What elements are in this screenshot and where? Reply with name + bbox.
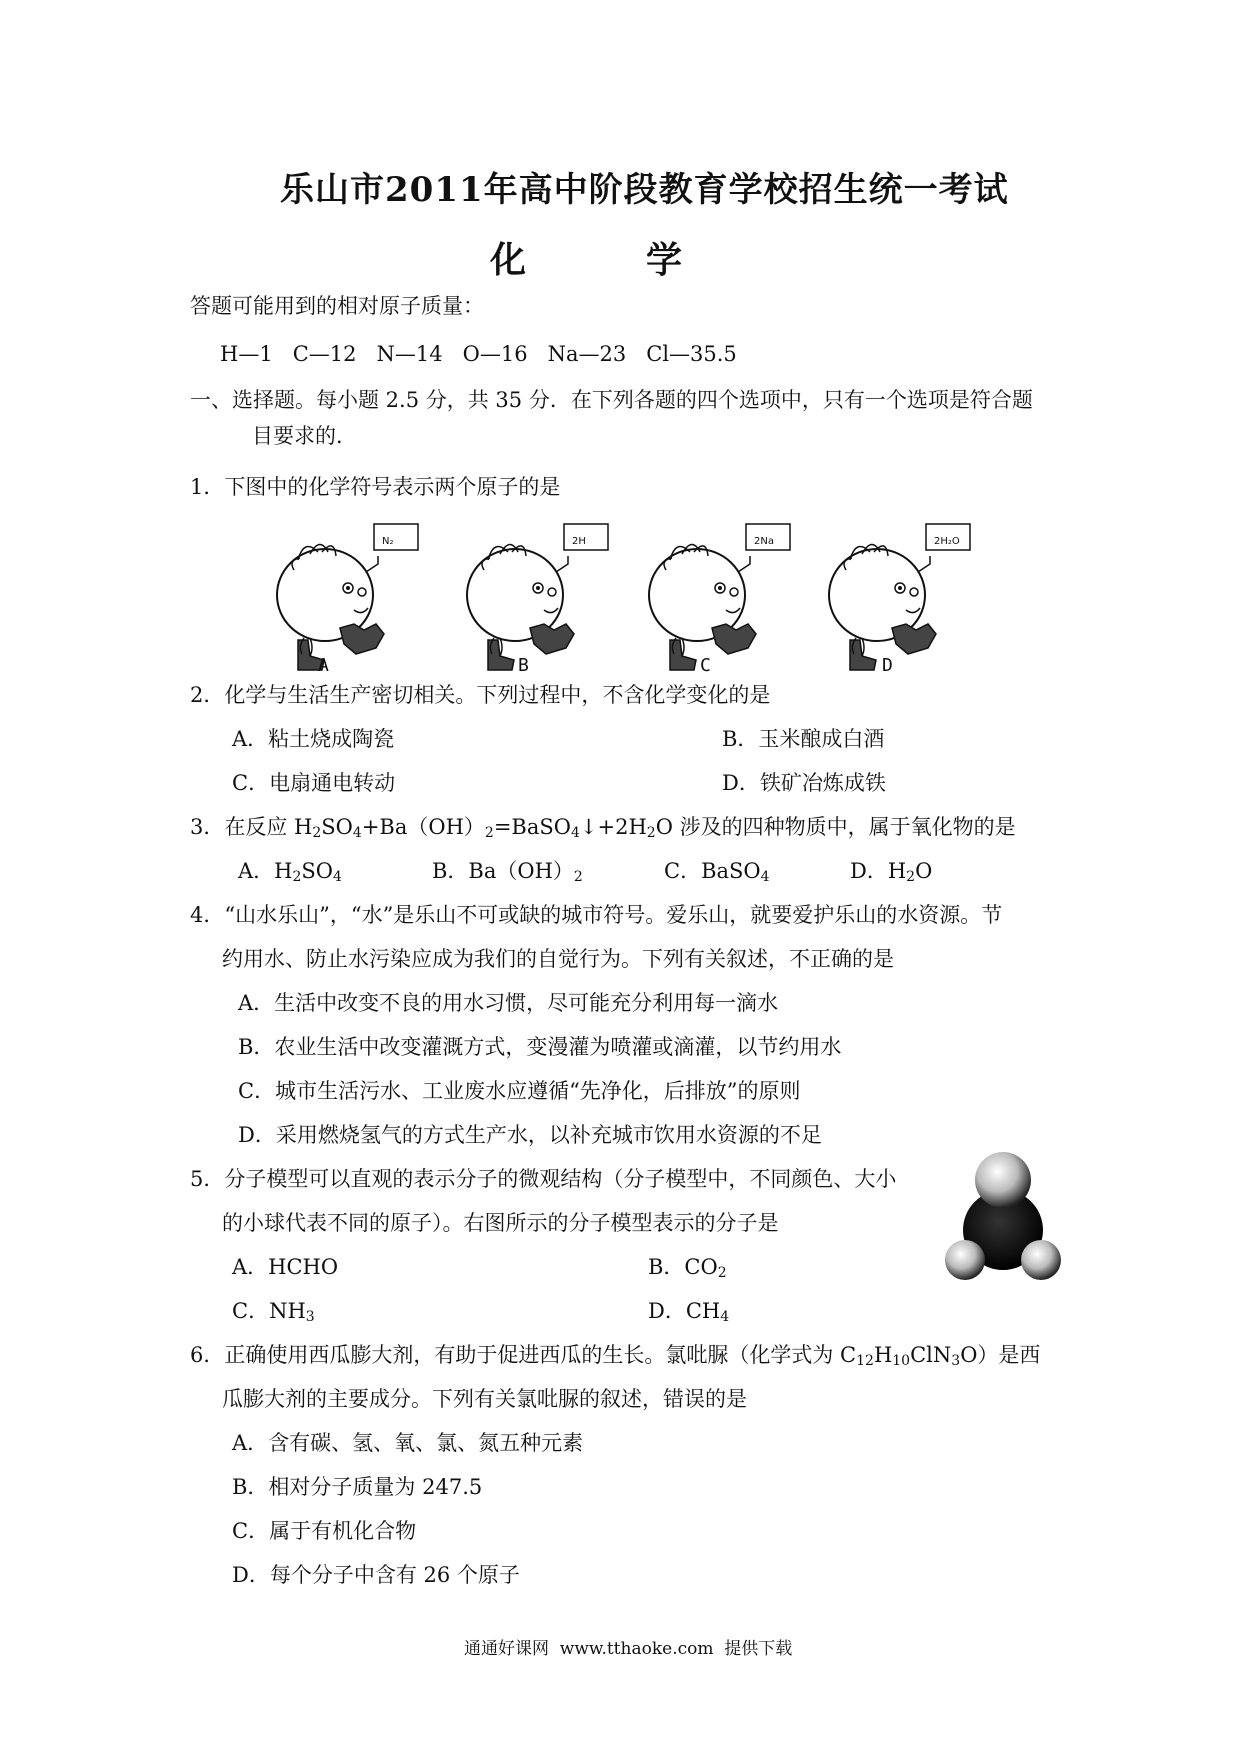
atomic-mass-values: H—1 C—12 N—14 O—16 Na—23 Cl—35.5 (220, 342, 737, 366)
question-5-stem-line2: 的小球代表不同的原子）。右图所示的分子模型表示的分子是 (222, 1211, 779, 1235)
q2-option-c: C．电扇通电转动 (232, 771, 396, 795)
bubble-text-b: 2H (572, 536, 586, 547)
question-4-stem-line2: 约用水、防止水污染应成为我们的自觉行为。下列有关叙述，不正确的是 (222, 947, 894, 971)
figure-label-b: B (518, 655, 529, 676)
q5-option-c: C．$NH_3$ (232, 1299, 315, 1325)
question-4-stem-line1: 4．“山水乐山”，“水”是乐山不可或缺的城市符号。爱乐山，就要爱护乐山的水资源。节 (190, 903, 1003, 927)
q4-option-c: C．城市生活污水、工业废水应遵循“先净化，后排放”的原则 (238, 1079, 801, 1103)
q2-option-d: D．铁矿冶炼成铁 (722, 771, 886, 795)
bubble-text-a: N₂ (382, 536, 394, 547)
q5-option-b: B．$CO_2$ (648, 1255, 727, 1281)
q4-option-d: D．采用燃烧氢气的方式生产水，以补充城市饮用水资源的不足 (238, 1123, 822, 1147)
footer-source-text: 通通好课网 www.tthaoke.com 提供下载 (464, 1639, 793, 1659)
section-instruction-line2: 目要求的． (252, 424, 357, 448)
bubble-text-c: 2Na (754, 536, 774, 547)
q6-option-a: A．含有碳、氢、氧、氯、氮五种元素 (232, 1431, 584, 1455)
q2-option-a: A．粘土烧成陶瓷 (232, 727, 395, 751)
q5-option-a: A．HCHO (232, 1255, 339, 1279)
molecule-model-image (945, 1150, 1065, 1290)
question-6-stem-line2: 瓜膨大剂的主要成分。下列有关氯吡脲的叙述，错误的是 (222, 1387, 747, 1411)
figure-label-c: C (700, 655, 711, 676)
q3-option-b: B．$Ba(OH)_2$ (432, 859, 583, 885)
q6-option-b: B．相对分子质量为 247.5 (232, 1475, 483, 1499)
q2-option-b: B．玉米酿成白酒 (722, 727, 885, 751)
q4-option-b: B．农业生活中改变灌溉方式，变漫灌为喷灌或滴灌，以节约用水 (238, 1035, 842, 1059)
atomic-mass-label: 答题可能用到的相对原子质量： (190, 294, 484, 318)
q3-option-d: D．$H_2O$ (850, 859, 933, 885)
question-1-stem: 1．下图中的化学符号表示两个原子的是 (190, 475, 561, 499)
figure-label-d: D (882, 655, 893, 676)
bubble-text-d: 2H₂O (934, 536, 960, 547)
figure-label-a: A (318, 655, 329, 676)
q5-option-d: D．$CH_4$ (648, 1299, 730, 1325)
subject-heading (490, 232, 682, 283)
cartoon-a (277, 524, 418, 670)
subject-char-1: 化 (490, 239, 527, 281)
cartoon-b (467, 524, 608, 670)
question-6-stem-line1: 6．正确使用西瓜膨大剂，有助于促进西瓜的生长。氯吡脲（化学式为 $C_{12}H_{10}ClN_3O$）是西 (190, 1343, 1041, 1369)
q3-option-a: A．$H_2SO_4$ (238, 859, 342, 885)
q6-option-c: C．属于有机化合物 (232, 1519, 417, 1543)
question-2-stem: 2．化学与生活生产密切相关。下列过程中，不含化学变化的是 (190, 683, 771, 707)
section-instruction-line1: 一、选择题。每小题 2.5 分，共 35 分．在下列各题的四个选项中，只有一个选项是符合题 (190, 388, 1033, 412)
question-3-stem: 3．在反应 $H_2SO_4+Ba(OH)_2=BaSO_4↓+2H_2O$ 涉及的四种物质中，属于氧化物的是 (190, 815, 1016, 841)
q6-option-d: D．每个分子中含有 26 个原子 (232, 1563, 520, 1587)
q4-option-a: A．生活中改变不良的用水习惯，尽可能充分利用每一滴水 (238, 991, 779, 1015)
q3-option-c: C．BaSO$_4$ (664, 859, 770, 885)
subject-char-2: 学 (646, 239, 683, 281)
exam-title: 乐山市2011年高中阶段教育学校招生统一考试 (280, 170, 1009, 210)
question-5-stem-line1: 5．分子模型可以直观的表示分子的微观结构（分子模型中，不同颜色、大小 (190, 1167, 897, 1191)
